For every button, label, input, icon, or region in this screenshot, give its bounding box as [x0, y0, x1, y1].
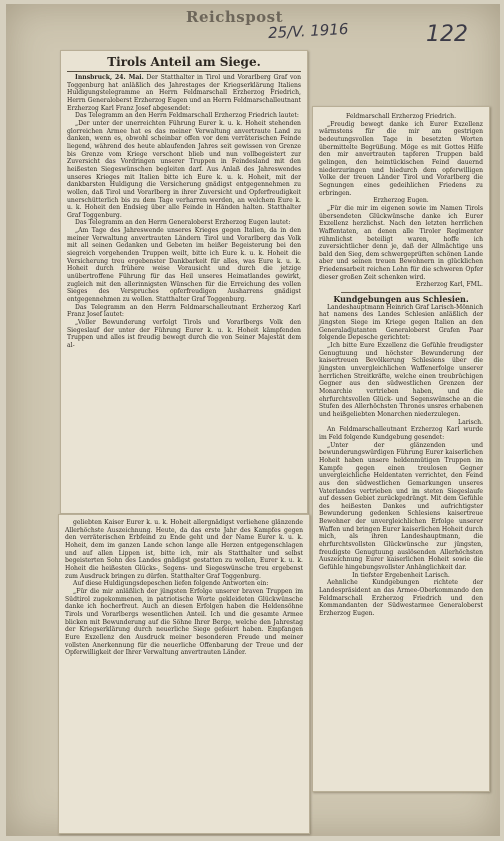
paragraph: Das Telegramm an den Herrn Feldmarschalleutnant Erzherzog Karl Franz Josef lautet:	[67, 303, 301, 319]
article-body-b	[59, 515, 309, 657]
paragraph: Der Statthalter in Tirol und Vorarlberg Graf von Toggenburg hat anläßlich des Jahrestages der Kriegserklärung Italiens Huldigungstelegramme an Herrn Feldmarschall Erzherzog Friedrich, Herrn Generaloberst Erzherzog Eugen und an Herrn Feldmarschalleutnant Erzherzog Karl Franz Josef abgesendet:	[67, 74, 301, 112]
paragraph: Landeshauptmann Heinrich Graf Larisch-Mönnich hat namens des Landes Schlesien anläßlich der jüngsten Siege im Kriege gegen Italien an den Generaladjutanten Generaloberst Grafen Paar folgende Depesche gerichtet:	[319, 303, 483, 342]
clipping-column-a	[60, 50, 308, 514]
paragraph: „Unter der glänzenden und bewunderungswürdigen Führung Eurer kaiserlichen Hoheit haben unsere heldenmütigen Truppen im Kampfe gegen einen treulosen Gegner unvergleichliche Heldentaten verrichtet, den Feind aus den südwestlichen Gemarkungen unseres Vaterlandes vertrieben und im steten Siegeslaufe auf dessen Gebiet zurückgedrängt. Mit dem Gefühle des heißesten Dankes und aufrichtigster Bewunderung gedenken Schlesiens kaisertreue Bewohner der unvergleichlichen Erfolge unserer Waffen und bringen Eurer kaiserlichen Hoheit durch mich, als ihren Landeshauptmann, die ehrfurchtsvollsten Glückwünsche zur jüngsten, freudigste Genugtuung auslösenden Allerhöchsten Auszeichnung Eurer kaiserlichen Hoheit sowie die Gefühle hingebungsvollster Anhänglichkeit dar.	[319, 441, 483, 572]
article-title: Tirols Anteil am Siege.	[67, 55, 301, 72]
paragraph: geliebten Kaiser Eurer k. u. k. Hoheit allergnädigst verliehene glänzende Allerhöchste Auszeichnung. Heute, da das erste Jahr des Kampfes gegen den verräterischen Erbfeind zu Ende geht und der Name Eurer k. u. k. Hoheit, dem im ganzen Lande schon lange alle Herzen entgegenschlagen und auf allen Lippen ist, bitte ich, mir als Statthalter und selbst begeisterten Sohn des Landes gnädigst gestatten zu wollen, Eurer k. u. k. Hoheit die heißesten Glücks-, Segens- und Siegeswünsche treu ergebenst zum Ausdruck bringen zu dürfen. Statthalter Graf Toggenburg.	[65, 519, 303, 580]
article-body-c	[313, 107, 489, 618]
handwritten-date: 25/V. 1916	[267, 19, 349, 43]
divider	[341, 292, 461, 293]
signature: Feldmarschall Erzherzog Friedrich.	[345, 113, 457, 120]
paragraph: Aehnliche Kundgebungen richtete der Landespräsident an das Armee-Oberkommando den Feldmarschall Erzherzog Friedrich und den Kommandanten der Südwestarmee Generaloberst Erzherzog Eugen.	[319, 579, 483, 617]
paragraph: „Voller Bewunderung verfolgt Tirols und Vorarlbergs Volk den Siegeslauf der unter der Führung Eurer k. u. k. Hoheit kämpfenden Truppen und alles ist freudig bewegt durch die von Seiner Majestät dem al-	[67, 319, 301, 349]
signature: Larisch.	[458, 418, 483, 426]
paragraph: „Für die mir im eigenen sowie im Namen Tirols übersendeten Glückwünsche danke ich Eurer Exzellenz herzlichst. Nach den letzten herrlichen Waffentaten, an denen alle Tiroler Regimenter rühmlichst beteiligt waren, hoffe ich zuversichtlicher denn je, daß der Allmächtige uns bald den Sieg, dem schwergeprüften schönen Lande aber und seinen treuen Bewohnern in glücklichen Friedensarbeit reichen Lohn für die schweren Opfer dieser großen Zeit schenken wird.	[319, 204, 483, 281]
signature: Erzherzog Karl, FML.	[415, 281, 483, 289]
paragraph: „Am Tage des Jahreswende unseres Krieges gegen Italien, da in den meiner Verwaltung anvertrauten Ländern Tirol und Vorarlberg das Volk mit all seinen Gedanken und Gebeten im heißer Begeisterung bei den siegreich vorgehenden Truppen weilt, bitte ich Eure k. u. k. Hoheit die Versicherung treu ergebenster Dankbarkeit für alles, was Eure k. u. k. Hoheit durch frühere weise Vorausicht und durch die jetzige unübertroffene Führung für das Heil unseres Heimatlandes gewirkt, zugleich mit den allerinnigsten Wünschen für die Erreichung des vollen Sieges des Verspruches opferfreudigen Ausharrens gnädigst entgegennehmen zu wollen. Statthalter Graf Toggenburg.	[67, 227, 301, 304]
dateline: Innsbruck, 24. Mai.	[75, 74, 144, 81]
signature: Erzherzog Eugen.	[373, 197, 429, 205]
section-heading: Kundgebungen aus Schlesien.	[333, 294, 469, 305]
paragraph: „Freudig bewegt danke ich Eurer Exzellenz wärmstens für die mir am gestrigen bedeutungsvollen Tage in besetzten Worten übermittelte Begrüßung. Möge es mit Gottes Hilfe den mir anvertrauten tapferen Truppen bald gelingen, den heimtückischen Feind dauernd niederzuringen und hiedurch dem opferwilligen Volke der treuen Länder Tirol und Vorarlberg die Segnungen eines gedeihlichen Friedens zu erbringen.	[319, 120, 483, 197]
masthead: Reichspost	[186, 8, 284, 26]
article-body-a	[61, 74, 307, 350]
clipping-column-c	[312, 106, 490, 792]
paragraph: Das Telegramm an den Herrn Generaloberst Erzherzog Eugen lautet:	[75, 219, 291, 227]
handwritten-number: 122	[426, 22, 468, 47]
paragraph: „Der unter der unerreichten Führung Eurer k. u. k. Hoheit stehenden glorreichen Armee hat es das meiner Verwaltung anvertraute Land zu danken, wenn es, obwohl scheinbar offen vor dem verräterischen Feinde liegend, während des heute ablaufenden Jahres seit gewissen von Grenze bis Grenze vom Kriege verschont blieb und nun vollbegeistert zur Zuversicht das Vordringen unserer Truppen in Feindesland mit den heißesten Siegeswünschen begleiten darf. Aus Anlaß des Jahreswendes unseres Krieges mit Italien bitte ich Eure k. u. k. Hoheit, mit der dankbarsten Huldigung die Versicherung gnädigst entgegennehmen zu wollen, daß Tirol und Vorarlberg in ihrer Zuversicht und Opferfreudigkeit unerschütterlich bis zu dem Tage verharren werden, an welchem Eure k. u. k. Hoheit den Endsieg über alle Feinde in Händen halten. Statthalter Graf Toggenburg.	[67, 119, 301, 219]
paragraph: „Für die mir anläßlich der jüngsten Erfolge unserer braven Truppen im Südtirol zugekommenen, in patriotische Worte gekleideten Glückwünsche danke ich hocherfreut. Auch an diesen Erfolgen haben die Heldensöhne Tirols und Vorarlbergs wesentlichen Anteil. Ich und die gesamte Armee blicken mit Bewunderung auf die Söhne Ihrer Berge, welche den Jahrestag der Kriegserklärung durch neuerliche Siege gefeiert haben. Empfangen Eure Exzellenz den Ausdruck meiner besonderen Freude und meiner vollsten Anerkennung für die neuerliche Offenbarung der Treue und der Opferwilligkeit der Ihrer Verwaltung anvertrauten Länder.	[65, 587, 303, 657]
paragraph: Auf diese Huldigungsdepeschen liefen folgende Antworten ein:	[73, 580, 269, 588]
clipping-column-b	[58, 514, 310, 834]
paragraph: An Feldmarschalleutnant Erzherzog Karl wurde im Feld folgende Kundgebung gesendet:	[319, 426, 483, 441]
paragraph: „Ich bitte Eure Exzellenz die Gefühle freudigster Genugtuung und höchster Bewunderung der kaisertreuen Bevölkerung Schlesiens über die jüngsten unvergleichlichen Waffenerfolge unserer herrlichen Streitkräfte, welche einen treubrüchigen Gegner aus den südwestlichen Grenzen der Monarchie vertrieben haben, und die ehrfurchtsvollen Glück- und Segenswünsche an die Stufen des Allerhöchsten Thrones unsres erhabenen und heißgeliebten Monarchen niederzulegen.	[319, 342, 483, 418]
signature: In tiefster Ergebenheit Larisch.	[352, 571, 450, 579]
newspaper-sheet	[6, 4, 500, 836]
paragraph: Das Telegramm an den Herrn Feldmarschall Erzherzog Friedrich lautet:	[75, 112, 299, 120]
